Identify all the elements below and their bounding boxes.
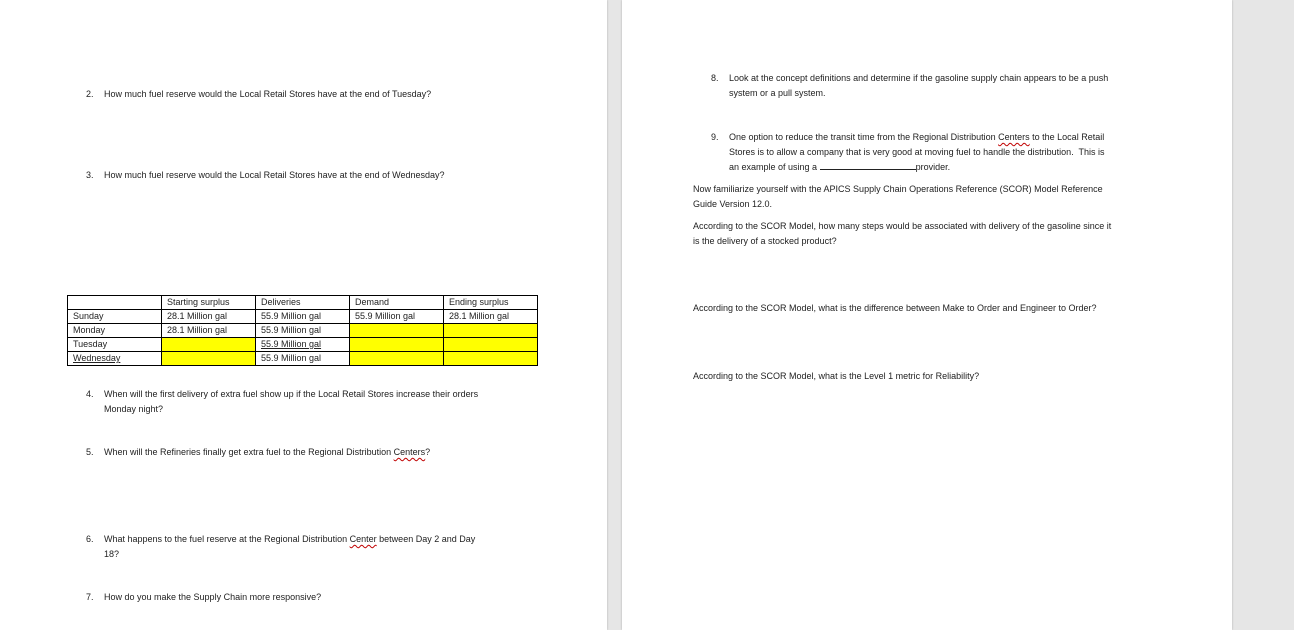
- cell-text: Wednesday: [73, 353, 121, 363]
- paragraph-line-1: According to the SCOR Model, how many steps would be associated with delivery of the gasoline since it: [693, 221, 1112, 231]
- table-cell-blank-highlight[interactable]: [444, 338, 538, 352]
- document-page-left: [0, 0, 607, 630]
- table-row-monday: [68, 324, 538, 338]
- table-cell-blank-highlight[interactable]: [350, 324, 444, 338]
- table-cell: 55.9 Million gal: [256, 324, 350, 338]
- question-text-end: ?: [425, 447, 431, 457]
- table-cell: 28.1 Million gal: [162, 310, 256, 324]
- scor-intro-paragraph: [693, 182, 1103, 212]
- spellcheck-word: Centers: [998, 132, 1030, 142]
- paragraph-line-1: According to the SCOR Model, what is the Level 1 metric for Reliability?: [693, 371, 980, 381]
- table-cell-blank-highlight[interactable]: [162, 338, 256, 352]
- table-cell-blank-highlight[interactable]: [350, 338, 444, 352]
- table-cell-blank-highlight[interactable]: [350, 352, 444, 366]
- question-text-cont: between Day 2 and Day: [376, 534, 476, 544]
- question-text: How do you make the Supply Chain more responsive?: [104, 592, 322, 602]
- table-header-cell: Deliveries: [256, 296, 350, 310]
- scor-question-reliability: [693, 369, 979, 384]
- question-number: 9.: [711, 132, 719, 142]
- question-number: 8.: [711, 73, 719, 83]
- spellcheck-word: Centers: [393, 447, 426, 457]
- scor-question-make-vs-engineer: [693, 301, 1097, 316]
- question-text-line-2: 18?: [104, 549, 120, 559]
- question-text-line-1: When will the first delivery of extra fuel show up if the Local Retail Stores increase their orders: [104, 389, 479, 399]
- spellcheck-word: Center: [349, 534, 377, 544]
- table-header-cell: Starting surplus: [162, 296, 256, 310]
- table-cell: 55.9 Million gal: [256, 352, 350, 366]
- fill-in-blank[interactable]: [820, 161, 916, 170]
- table-cell: 55.9 Million gal: [350, 310, 444, 324]
- table-cell-day: Tuesday: [68, 338, 162, 352]
- table-cell: 28.1 Million gal: [444, 310, 538, 324]
- table-cell-day: Sunday: [68, 310, 162, 324]
- question-number: 2.: [86, 89, 94, 99]
- table-header-cell: Demand: [350, 296, 444, 310]
- paragraph-line-1: Now familiarize yourself with the APICS Supply Chain Operations Reference (SCOR) Model Reference: [693, 184, 1103, 194]
- table-header-cell: Ending surplus: [444, 296, 538, 310]
- paragraph-line-1: According to the SCOR Model, what is the difference between Make to Order and Engineer to Order?: [693, 303, 1097, 313]
- scor-question-steps: [693, 219, 1111, 249]
- document-page-right: [622, 0, 1232, 630]
- question-number: 6.: [86, 534, 94, 544]
- question-text-line-2: Monday night?: [104, 404, 164, 414]
- question-text: When will the Refineries finally get extra fuel to the Regional Distribution: [104, 447, 394, 457]
- table-row-tuesday: [68, 338, 538, 352]
- question-text-line-2: Stores is to allow a company that is very good at moving fuel to handle the distribution. This is: [729, 147, 1105, 157]
- question-text-line-3: an example of using a: [729, 162, 820, 172]
- cell-text: 55.9 Million gal: [261, 339, 322, 349]
- question-text-cont: to the Local Retail: [1029, 132, 1105, 142]
- table-cell-blank-highlight[interactable]: [444, 324, 538, 338]
- question-text: What happens to the fuel reserve at the Regional Distribution: [104, 534, 350, 544]
- table-header-row: [68, 296, 538, 310]
- table-cell: 55.9 Million gal: [256, 310, 350, 324]
- question-text-line-2: system or a pull system.: [729, 88, 826, 98]
- table-cell-blank-highlight[interactable]: [162, 352, 256, 366]
- question-number: 7.: [86, 592, 94, 602]
- paragraph-line-2: is the delivery of a stocked product?: [693, 236, 837, 246]
- fuel-reserve-table: [67, 295, 538, 366]
- question-text: How much fuel reserve would the Local Retail Stores have at the end of Wednesday?: [104, 170, 445, 180]
- table-cell-day: Monday: [68, 324, 162, 338]
- table-row-sunday: [68, 310, 538, 324]
- paragraph-line-2: Guide Version 12.0.: [693, 199, 773, 209]
- question-text-line-1: Look at the concept definitions and determine if the gasoline supply chain appears to be a push: [729, 73, 1109, 83]
- question-text-end: provider.: [915, 162, 951, 172]
- question-text: One option to reduce the transit time from the Regional Distribution: [729, 132, 999, 142]
- question-number: 3.: [86, 170, 94, 180]
- table-cell: 28.1 Million gal: [162, 324, 256, 338]
- question-number: 4.: [86, 389, 94, 399]
- table-cell-day: [68, 352, 162, 366]
- question-text: How much fuel reserve would the Local Retail Stores have at the end of Tuesday?: [104, 89, 432, 99]
- table-cell-blank-highlight[interactable]: [444, 352, 538, 366]
- table-row-wednesday: [68, 352, 538, 366]
- question-number: 5.: [86, 447, 94, 457]
- table-header-cell: [68, 296, 162, 310]
- table-cell: [256, 338, 350, 352]
